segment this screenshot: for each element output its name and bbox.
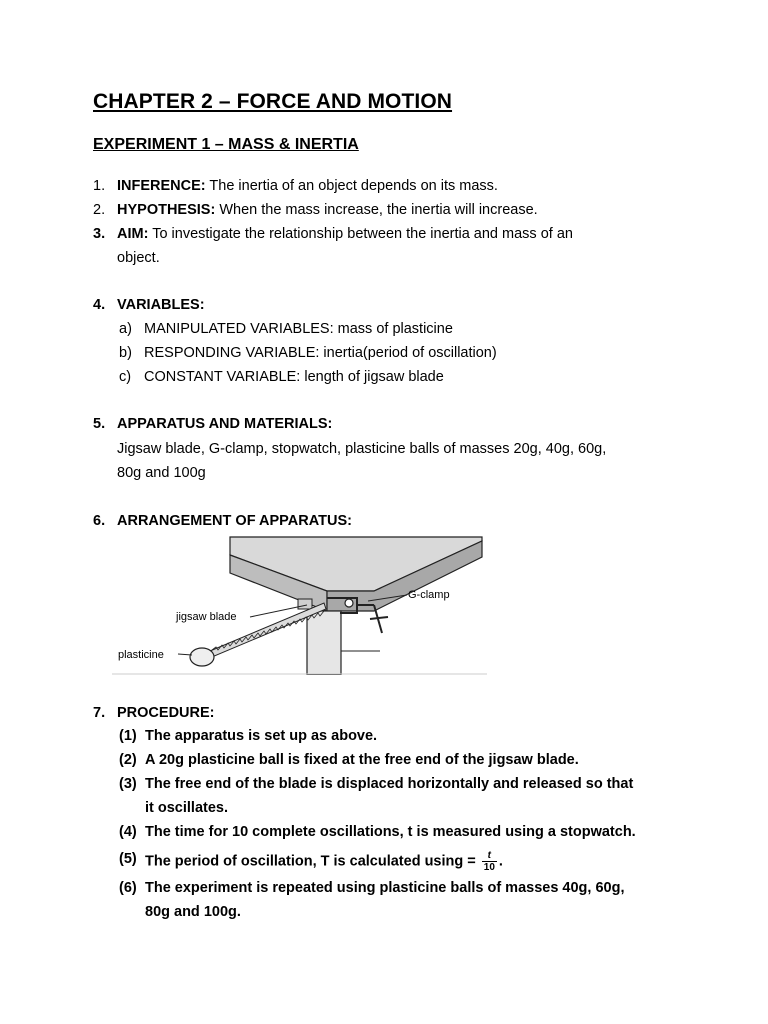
item-number: 1. [93, 178, 106, 194]
inference-item [93, 177, 105, 195]
jigsaw-blade-label: jigsaw blade [176, 611, 237, 623]
aim-value: To investigate the relationship between the inertia and mass of an [148, 226, 573, 242]
experiment-title: EXPERIMENT 1 – MASS & INERTIA [93, 136, 359, 153]
apparatus-list: Jigsaw blade, G-clamp, stopwatch, plasticine balls of masses 20g, 40g, 60g, [117, 441, 607, 457]
variables-heading: VARIABLES: [117, 297, 205, 313]
aim-text [117, 225, 573, 243]
g-clamp-label: G-clamp [408, 589, 450, 601]
plasticine-label: plasticine [118, 649, 164, 661]
chapter-title: CHAPTER 2 – FORCE AND MOTION [93, 90, 453, 113]
variable-label: RESPONDING VARIABLE [144, 345, 316, 361]
clamp-knob-icon [345, 599, 353, 607]
table-leg [307, 611, 341, 675]
procedure-step-continued: it oscillates. [145, 800, 229, 816]
manipulated-variable [144, 320, 453, 338]
aim-label: AIM: [117, 226, 149, 242]
arrangement-number: 6. [93, 513, 106, 529]
plasticine-ball-icon [190, 648, 214, 666]
hypothesis-item [93, 201, 105, 219]
apparatus-list-continued: 80g and 100g [117, 465, 206, 481]
procedure-step: The free end of the blade is displaced horizontally and released so that [145, 776, 634, 792]
step-number: (3) [119, 776, 137, 792]
hypothesis-text [117, 201, 538, 219]
apparatus-diagram [112, 533, 487, 675]
procedure-step: The experiment is repeated using plasticine balls of masses 40g, 60g, [145, 880, 625, 896]
inference-label: INFERENCE: [117, 178, 206, 194]
step-number: (2) [119, 752, 137, 768]
variables-number: 4. [93, 297, 106, 313]
hypothesis-label: HYPOTHESIS: [117, 202, 216, 218]
apparatus-number: 5. [93, 416, 106, 432]
hypothesis-value: When the mass increase, the inertia will increase. [215, 202, 538, 218]
procedure-step: The time for 10 complete oscillations, t is measured using a stopwatch. [145, 824, 636, 840]
variable-value: : mass of plasticine [329, 321, 453, 337]
fraction-numerator: t [482, 850, 497, 862]
procedure-step [145, 850, 503, 873]
step-number: (5) [119, 851, 137, 867]
variable-value: : inertia(period of oscillation) [315, 345, 497, 361]
procedure-step-continued: 80g and 100g. [145, 904, 241, 920]
variable-label: MANIPULATED VARIABLES [144, 321, 330, 337]
inference-value: The inertia of an object depends on its mass. [205, 178, 498, 194]
fraction-denominator: 10 [483, 862, 495, 873]
procedure-step: A 20g plasticine ball is fixed at the free end of the jigsaw blade. [145, 752, 579, 768]
item-number: 2. [93, 202, 106, 218]
aim-item [93, 225, 105, 243]
procedure-step-text: The period of oscillation, T is calculated using = [145, 853, 476, 870]
inference-text [117, 177, 498, 195]
variable-letter: b) [119, 345, 132, 361]
arrangement-heading: ARRANGEMENT OF APPARATUS: [117, 513, 352, 529]
procedure-heading: PROCEDURE: [117, 705, 215, 721]
step-number: (1) [119, 728, 137, 744]
procedure-number: 7. [93, 705, 106, 721]
clamp-block [298, 599, 312, 609]
variable-value: : length of jigsaw blade [296, 369, 444, 385]
aim-text-continued: object. [117, 250, 160, 266]
responding-variable [144, 344, 497, 362]
clamp-handle-bar [370, 617, 388, 619]
variable-letter: a) [119, 321, 132, 337]
procedure-step: The apparatus is set up as above. [145, 728, 378, 744]
step-number: (6) [119, 880, 137, 896]
procedure-step-end: . [498, 853, 503, 870]
plasticine-leader [178, 654, 192, 655]
fraction-t-over-10 [482, 850, 497, 873]
apparatus-heading: APPARATUS AND MATERIALS: [117, 416, 333, 432]
variable-label: CONSTANT VARIABLE [144, 369, 297, 385]
step-number: (4) [119, 824, 137, 840]
variable-letter: c) [119, 369, 132, 385]
constant-variable [144, 368, 444, 386]
item-number: 3. [93, 226, 106, 242]
